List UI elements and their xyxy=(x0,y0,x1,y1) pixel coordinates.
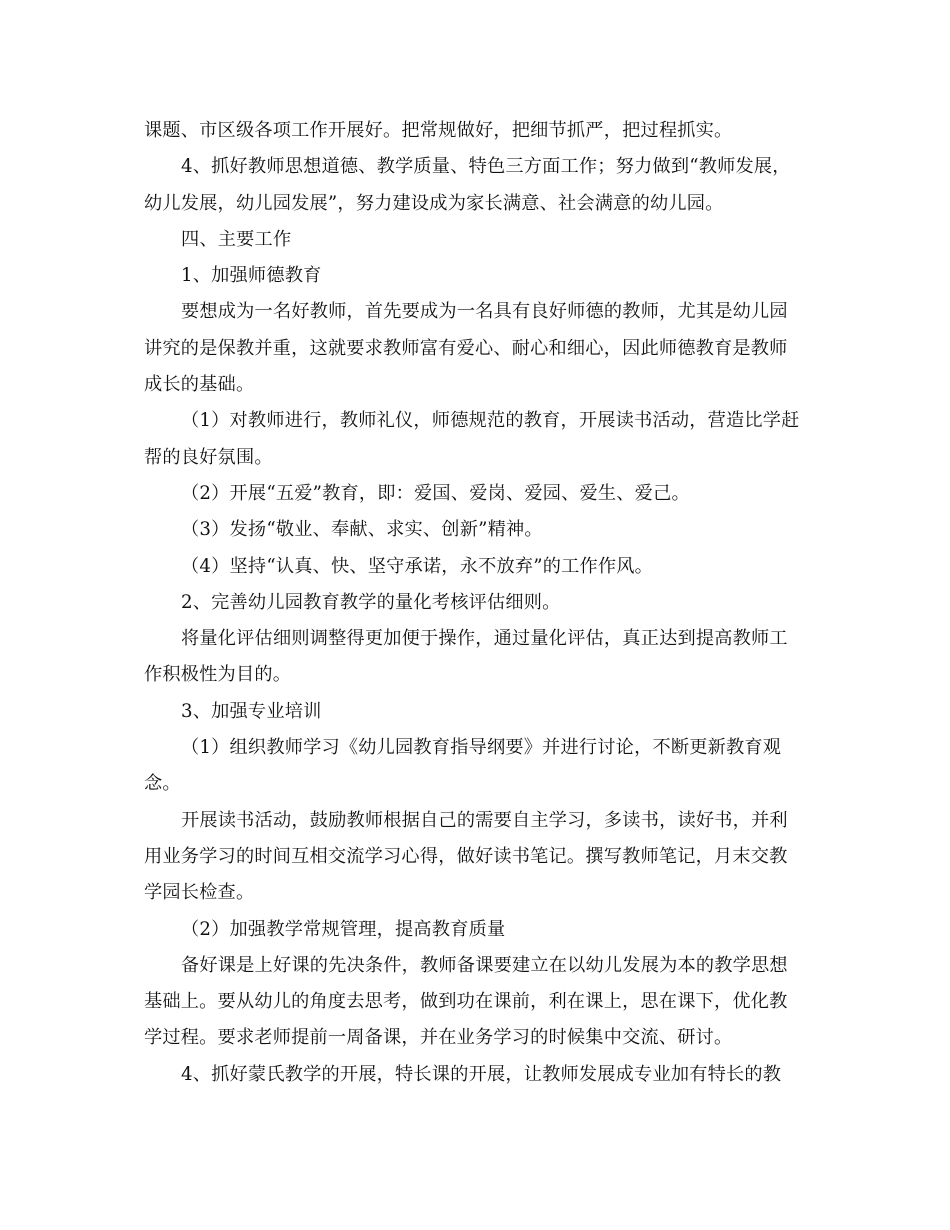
text-line: （2）开展“五爱”教育，即：爱国、爱岗、爱园、爱生、爱己。 xyxy=(181,482,690,504)
text-line: 作积极性为目的。 xyxy=(144,664,292,686)
text-line: 幼儿发展，幼儿园发展”，努力建设成为家长满意、社会满意的幼儿园。 xyxy=(144,192,724,214)
text-line: 4、抓好教师思想道德、教学质量、特色三方面工作；努力做到“教师发展， xyxy=(181,156,791,178)
text-line: （3）发扬“敬业、奉献、求实、创新”精神。 xyxy=(181,519,543,541)
text-line: 念。 xyxy=(144,773,181,795)
text-line: 基础上。要从幼儿的角度去思考，做到功在课前，利在课上，思在课下，优化教 xyxy=(144,991,788,1013)
text-line: 4、抓好蒙氏教学的开展，特长课的开展，让教师发展成专业加有特长的教 xyxy=(181,1063,782,1085)
text-line: 讲究的是保教并重，这就要求教师富有爱心、耐心和细心，因此师德教育是教师 xyxy=(144,337,788,359)
text-line: 四、主要工作 xyxy=(181,228,292,250)
text-line: 帮的良好氛围。 xyxy=(144,446,273,468)
text-line: 成长的基础。 xyxy=(144,374,255,396)
text-line: 要想成为一名好教师，首先要成为一名具有良好师德的教师，尤其是幼儿园 xyxy=(181,301,788,323)
text-line: 学过程。要求老师提前一周备课，并在业务学习的时候集中交流、研讨。 xyxy=(144,1027,733,1049)
text-line: 1、加强师德教育 xyxy=(181,265,322,287)
document-body xyxy=(144,113,808,1093)
text-line: 用业务学习的时间互相交流学习心得，做好读书笔记。撰写教师笔记，月末交教 xyxy=(144,845,788,867)
text-line: 学园长检查。 xyxy=(144,882,255,904)
text-line: 3、加强专业培训 xyxy=(181,700,322,722)
text-line: （1）组织教师学习《幼儿园教育指导纲要》并进行讨论，不断更新教育观 xyxy=(181,737,782,759)
text-line: 课题、市区级各项工作开展好。把常规做好，把细节抓严，把过程抓实。 xyxy=(144,120,733,141)
text-line: 备好课是上好课的先决条件，教师备课要建立在以幼儿发展为本的教学思想 xyxy=(181,954,788,976)
text-line: 2、完善幼儿园教育教学的量化考核评估细则。 xyxy=(181,591,561,613)
text-line: （4）坚持“认真、快、坚守承诺，永不放弃”的工作作风。 xyxy=(181,555,654,577)
text-line: 开展读书活动，鼓励教师根据自己的需要自主学习，多读书，读好书，并利 xyxy=(181,809,788,831)
text-line: （1）对教师进行，教师礼仪，师德规范的教育，开展读书活动，营造比学赶 xyxy=(181,410,800,432)
text-line: （2）加强教学常规管理，提高教育质量 xyxy=(181,918,506,940)
text-line: 将量化评估细则调整得更加便于操作，通过量化评估，真正达到提高教师工 xyxy=(181,628,788,650)
